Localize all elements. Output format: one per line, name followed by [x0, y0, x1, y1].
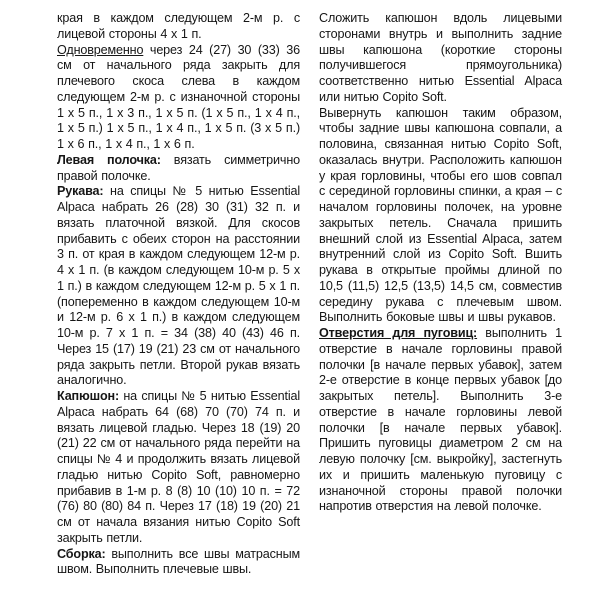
text-run: вязать симметрично правой полочке. — [57, 152, 300, 183]
heading-run: Одновременно — [57, 42, 144, 57]
paragraph — [57, 43, 300, 153]
text-run: выполнить 1 отверстие в начале горловины правой полочки [в начале первых убавок], затем 2-е отверстие в конце первых убавок [до закрытых петель]. Выполнить 3-е отверстие в начале горловины левой полочки [в начале первых убавок]. Пришить пуговицы диаметром 2 см на левую полочку [см. выкройку], застегнуть их и пришить маленькую пуговицу с изнаночной стороны правой полочки напротив отверстия на левой полочке. — [319, 326, 562, 514]
heading-run: Капюшон: — [57, 389, 119, 403]
paragraph — [57, 184, 300, 389]
paragraph — [319, 106, 562, 327]
text-run: на спицы № 5 нитью Essential Alpaca набрать 26 (28) 30 (31) 32 п. и вязать платочной вязкой. Для скосов прибавить с обеих сторон на расстоянии 3 п. от края в каждом следующем 12-м р. 4 х 1 п. (в каждом следующем 10-м р. 5 х 1 п.) в каждом следующем 12-м р. 5 х 1 п. (попеременно в каждом следующем 10-м и 12-м р. 6 х 1 п.) в каждом следующем 10-м р. 7 х 1 п. = 34 (38) 40 (43) 46 п. Через 15 (17) 19 (21) 23 см от начального ряда закрыть петли. Второй рукав вязать аналогично. — [57, 184, 300, 388]
heading-run: Отверстия для пуговиц: — [319, 326, 478, 340]
text-column-right — [319, 11, 562, 594]
text-run: края в каждом следующем 2-м р. с лицевой стороны 4 х 1 п. — [57, 11, 300, 41]
text-run: Вывернуть капюшон таким образом, чтобы задние швы капюшона совпали, а половина, связанная нитью Copito Soft, оказалась внутри. Расположить капюшон у края горловины, чтобы его шов совпал с серединой горловины спинки, а края – с началом горловины полочек, на уровне закрытых петель. Сначала пришить внешний слой из Essential Alpaca, затем внутренний слой из Copito Soft. Вшить рукава в открытые проймы длиной по 10,5 (11,5) 12,5 (13,5) 14,5 см, совместив середину рукава с плечевым швом. Выполнить боковые швы и швы рукавов. — [319, 105, 562, 325]
text-column-left — [57, 11, 300, 594]
paragraph — [57, 389, 300, 547]
text-run: на спицы № 5 нитью Essential Alpaca набрать 64 (68) 70 (70) 74 п. и вязать лицевой гладью. Через 18 (19) 20 (21) 22 см от начального ряда перейти на спицы № 4 и продолжить вязать лицевой гладью нитью Copito Soft, равномерно прибавив в 1-м р. 8 (8) 10 (10) 10 п. = 72 (76) 80 (80) 84 п. Через 17 (18) 19 (20) 21 см от начала вязания нитью Copito Soft закрыть петли. — [57, 389, 300, 545]
paragraph — [319, 326, 562, 515]
paragraph — [319, 11, 562, 106]
paragraph — [57, 547, 300, 579]
heading-run: Левая полочка: — [57, 152, 161, 167]
paragraph — [57, 11, 300, 43]
text-run: через 24 (27) 30 (33) 36 см от начального ряда закрыть для плечевого скоса слева в каждом следующем 2-м р. с изнаночной стороны 1 х 5 п., 1 х 3 п., 1 х 5 п. (1 х 5 п., 1 х 4 п., 1 х 5 п.) 1 х 5 п., 1 х 4 п., 1 х 5 п. (3 х 5 п.) 1 х 6 п., 1 х 4 п., 1 х 6 п. — [57, 42, 300, 151]
paragraph — [57, 153, 300, 185]
text-run: выполнить все швы матрасным швом. Выполнить плечевые швы. — [57, 546, 300, 577]
heading-run: Сборка: — [57, 546, 106, 561]
heading-run: Рукава: — [57, 184, 104, 199]
text-run: Сложить капюшон вдоль лицевыми сторонами внутрь и выполнить задние швы капюшона (короткие стороны получившегося прямоугольника) соответственно нитью Essential Alpaca или нитью Copito Soft. — [319, 11, 562, 104]
